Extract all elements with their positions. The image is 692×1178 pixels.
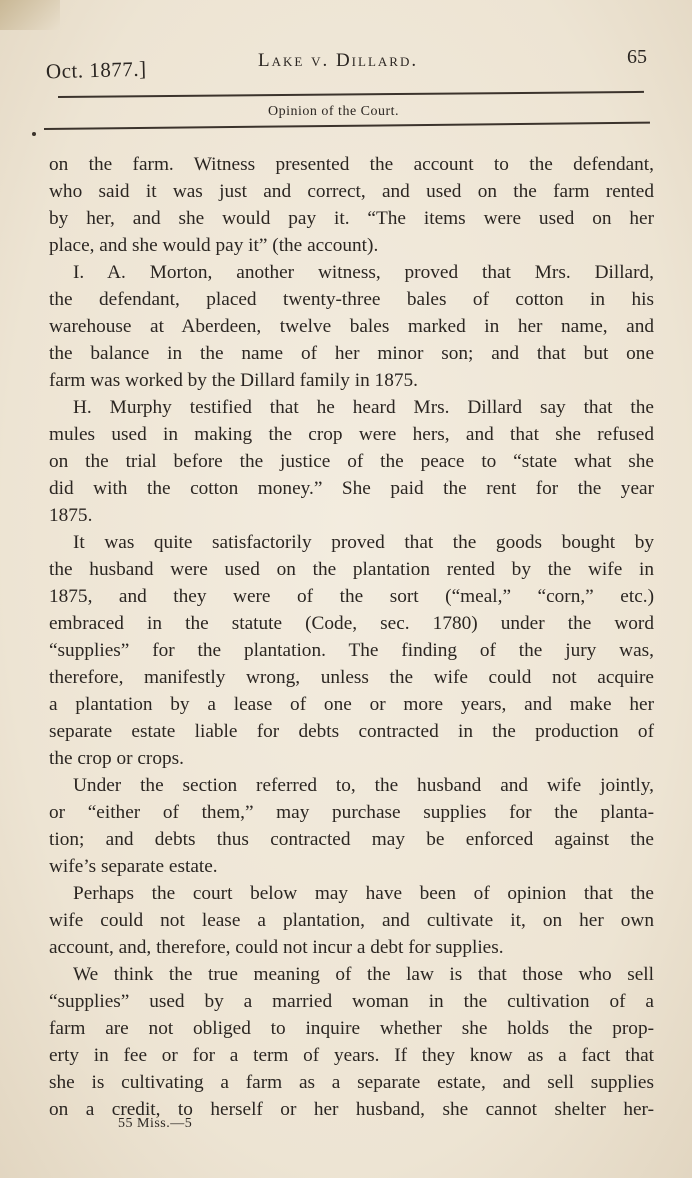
text-line: “supplies” for the plantation. The finding of the jury was, [49,640,654,661]
text-line: on the farm. Witness presented the account to the defendant, [49,154,654,175]
text-line: therefore, manifestly wrong, unless the wife could not acquire [49,667,654,688]
text-line: separate estate liable for debts contracted in the production of [49,721,654,742]
text-line: We think the true meaning of the law is that those who sell [73,964,654,985]
text-line: account, and, therefore, could not incur a debt for supplies. [49,937,504,958]
text-line: farm are not obliged to inquire whether she holds the prop- [49,1018,654,1039]
text-line: the balance in the name of her minor son; and that but one [49,343,654,364]
text-line: wife could not lease a plantation, and cultivate it, on her own [49,910,654,931]
text-line: the crop or crops. [49,748,184,769]
text-line: who said it was just and correct, and used on the farm rented [49,181,654,202]
running-header [0,0,692,100]
text-line: 1875, and they were of the sort (“meal,” “corn,” etc.) [49,586,654,607]
text-line: the husband were used on the plantation rented by the wife in [49,559,654,580]
header-page-number: 65 [627,46,647,68]
margin-mark [32,132,36,136]
header-date: Oct. 1877.] [45,56,147,84]
text-line: by her, and she would pay it. “The items were used on her [49,208,654,229]
text-line: a plantation by a lease of one or more years, and make her [49,694,654,715]
text-line: warehouse at Aberdeen, twelve bales marked in her name, and [49,316,654,337]
text-line: Perhaps the court below may have been of opinion that the [73,883,654,904]
text-line: the defendant, placed twenty-three bales of cotton in his [49,289,654,310]
text-line: on the trial before the justice of the peace to “state what she [49,451,654,472]
text-line: I. A. Morton, another witness, proved that Mrs. Dillard, [73,262,654,283]
text-line: tion; and debts thus contracted may be enforced against the [49,829,654,850]
text-line: “supplies” used by a married woman in the cultivation of a [49,991,654,1012]
text-line: erty in fee or for a term of years. If they know as a fact that [49,1045,654,1066]
text-line: farm was worked by the Dillard family in 1875. [49,370,418,391]
header-case-title: Lake v. Dillard. [258,50,419,71]
text-line: embraced in the statute (Code, sec. 1780) under the word [49,613,654,634]
signature-mark: 55 Miss.—5 [118,1116,193,1131]
text-line: 1875. [49,505,93,526]
text-line: wife’s separate estate. [49,856,218,877]
section-sub-heading: Opinion of the Court. [268,104,400,119]
text-line: Under the section referred to, the husband and wife jointly, [73,775,654,796]
text-line: she is cultivating a farm as a separate estate, and sell supplies [49,1072,654,1093]
text-line: mules used in making the crop were hers, and that she refused [49,424,654,445]
opinion-body-text [49,151,654,1123]
header-rule-bottom [44,122,650,130]
text-line: or “either of them,” may purchase supplies for the planta- [49,802,654,823]
text-line: It was quite satisfactorily proved that the goods bought by [73,532,654,553]
text-line: on a credit, to herself or her husband, she cannot shelter her- [49,1099,654,1120]
text-line: H. Murphy testified that he heard Mrs. Dillard say that the [73,397,654,418]
text-line: place, and she would pay it” (the account). [49,235,379,256]
text-line: did with the cotton money.” She paid the rent for the year [49,478,654,499]
